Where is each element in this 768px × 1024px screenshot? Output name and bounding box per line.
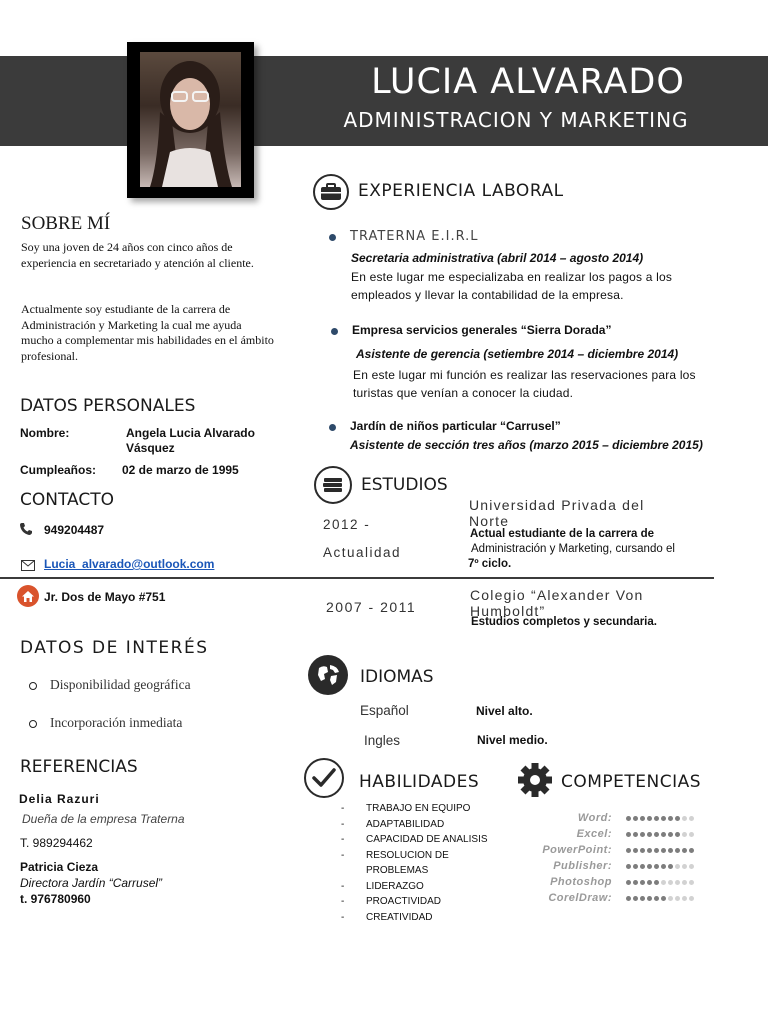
rating-dot xyxy=(633,816,638,821)
rating-dot xyxy=(675,848,680,853)
competency-row xyxy=(520,810,730,826)
rating-dot xyxy=(689,880,694,885)
rating-dot xyxy=(633,848,638,853)
rating-dot xyxy=(647,832,652,837)
job-1-desc-line-2: empleados y llevar la contabilidad de la empresa. xyxy=(351,288,624,302)
rating-dot xyxy=(689,832,694,837)
contact-title: CONTACTO xyxy=(20,490,114,510)
person-role: ADMINISTRACION Y MARKETING xyxy=(343,108,689,132)
rating-dot xyxy=(689,864,694,869)
competency-name: Excel: xyxy=(576,828,612,840)
rating-dot xyxy=(682,880,687,885)
rating-dot xyxy=(668,880,673,885)
checkmark-icon xyxy=(304,758,344,798)
email-icon xyxy=(21,558,35,576)
rating-dot xyxy=(689,848,694,853)
rating-dot xyxy=(661,816,666,821)
skills-list: - TRABAJO EN EQUIPO - ADAPTABILIDAD - CAPACIDAD DE ANALISIS - RESOLUCION DE PROBLEMAS - LIDERAZGO - PROACTIVIDAD - CREATIVIDAD xyxy=(341,801,488,925)
study-1-desc-line-3: 7º ciclo. xyxy=(468,558,512,570)
skill-item: RESOLUCION DE xyxy=(366,849,449,861)
rating-dot xyxy=(675,816,680,821)
skill-item: LIDERAZGO xyxy=(366,880,424,892)
rating-dot xyxy=(682,832,687,837)
rating-dot xyxy=(633,896,638,901)
job-3-company: Jardín de niños particular “Carrusel” xyxy=(350,419,561,433)
briefcase-icon xyxy=(313,174,349,210)
about-paragraph-1: Soy una joven de 24 años con cinco años de experiencia en secretariado y atención al cliente. xyxy=(21,240,254,270)
rating-dot xyxy=(647,896,652,901)
study-1-period-end: Actualidad xyxy=(323,545,402,560)
rating-dot xyxy=(626,816,631,821)
rating-dot xyxy=(682,848,687,853)
rating-dot xyxy=(661,832,666,837)
rating-dot xyxy=(668,864,673,869)
job-bullet xyxy=(329,234,336,241)
rating-dot xyxy=(675,832,680,837)
competency-name: Publisher: xyxy=(553,860,612,872)
name-label: Nombre: xyxy=(20,426,70,440)
interest-item-1: Disponibilidad geográfica xyxy=(50,677,191,692)
rating-dot xyxy=(640,832,645,837)
competency-row xyxy=(520,858,730,874)
birthday-label: Cumpleaños: xyxy=(20,463,97,477)
gear-icon xyxy=(514,762,556,803)
study-2-desc: Estudios completos y secundaria. xyxy=(471,616,657,628)
name-value-line-2: Vásquez xyxy=(126,441,175,455)
rating-dot xyxy=(675,896,680,901)
competency-row xyxy=(520,890,730,906)
study-1-school: Universidad Privada del Norte xyxy=(469,497,645,529)
contact-email-link[interactable]: Lucia_alvarado@outlook.com xyxy=(44,557,215,571)
job-bullet xyxy=(329,424,336,431)
rating-dot xyxy=(640,848,645,853)
rating-dot xyxy=(647,816,652,821)
language-2: Ingles xyxy=(364,733,401,748)
job-2-desc-line-1: En este lugar mi función es realizar las reservaciones para los xyxy=(353,368,696,382)
rating-dot xyxy=(647,864,652,869)
skill-item: CAPACIDAD DE ANALISIS xyxy=(366,834,488,845)
person-name: LUCIA ALVARADO xyxy=(371,62,685,102)
about-title: SOBRE MÍ xyxy=(21,213,111,234)
job-3-position: Asistente de sección tres años (marzo 2015 – diciembre 2015) xyxy=(350,438,703,452)
rating-dot xyxy=(640,864,645,869)
languages-title: IDIOMAS xyxy=(360,667,434,687)
interest-bullet xyxy=(29,682,37,690)
job-2-position: Asistente de gerencia (setiembre 2014 – diciembre 2014) xyxy=(356,347,679,361)
language-1: Español xyxy=(360,703,409,718)
rating-dot xyxy=(654,880,659,885)
job-bullet xyxy=(331,328,338,335)
skill-item: TRABAJO EN EQUIPO xyxy=(366,803,471,814)
rating-dot xyxy=(668,832,673,837)
rating-dot xyxy=(640,896,645,901)
competencies-title: COMPETENCIAS xyxy=(561,772,702,792)
rating-dot xyxy=(633,864,638,869)
reference-1-phone: T. 989294462 xyxy=(20,836,93,850)
rating-dot xyxy=(661,880,666,885)
rating-dot xyxy=(654,864,659,869)
study-2-period: 2007 - 2011 xyxy=(326,599,417,615)
rating-dot xyxy=(647,880,652,885)
rating-dot xyxy=(626,864,631,869)
contact-address: Jr. Dos de Mayo #751 xyxy=(44,590,166,604)
competency-name: Word: xyxy=(577,812,612,824)
rating-dot xyxy=(633,880,638,885)
competency-row xyxy=(520,842,730,858)
rating-dot xyxy=(675,880,680,885)
rating-dot xyxy=(626,896,631,901)
study-1-desc-line-2: Administración y Marketing, cursando el xyxy=(471,543,675,555)
globe-icon xyxy=(308,655,348,695)
rating-dot xyxy=(661,864,666,869)
rating-dot xyxy=(661,848,666,853)
experience-title: EXPERIENCIA LABORAL xyxy=(358,181,564,201)
rating-dot xyxy=(668,816,673,821)
reference-2-name: Patricia Cieza xyxy=(20,860,99,874)
rating-dot xyxy=(682,864,687,869)
rating-dot xyxy=(654,832,659,837)
home-icon xyxy=(17,585,39,607)
rating-dot xyxy=(675,864,680,869)
rating-dot xyxy=(668,896,673,901)
skill-item: CREATIVIDAD xyxy=(366,911,433,923)
study-1-desc-line-1: Actual estudiante de la carrera de xyxy=(470,528,655,540)
studies-title: ESTUDIOS xyxy=(361,475,448,495)
interest-bullet xyxy=(29,720,37,728)
section-divider xyxy=(0,577,714,579)
profile-photo xyxy=(140,52,241,187)
reference-1-role: Dueña de la empresa Traterna xyxy=(22,812,185,826)
language-1-level: Nivel alto. xyxy=(476,704,533,718)
name-value-line-1: Angela Lucia Alvarado xyxy=(126,426,255,440)
skill-item: PROBLEMAS xyxy=(366,865,429,876)
rating-dot xyxy=(640,816,645,821)
competency-name: CorelDraw: xyxy=(548,892,612,904)
job-2-company: Empresa servicios generales “Sierra Dorada” xyxy=(352,323,612,337)
rating-dot xyxy=(689,816,694,821)
language-2-level: Nivel medio. xyxy=(477,733,548,747)
competency-row xyxy=(520,874,730,890)
job-1-position: Secretaria administrativa (abril 2014 – agosto 2014) xyxy=(351,251,644,265)
reference-2-phone: t. 976780960 xyxy=(20,892,91,906)
interest-item-2: Incorporación inmediata xyxy=(50,715,183,730)
rating-dot xyxy=(654,896,659,901)
rating-dot xyxy=(633,832,638,837)
rating-dot xyxy=(640,880,645,885)
rating-dot xyxy=(668,848,673,853)
interests-title: DATOS DE INTERÉS xyxy=(20,638,209,658)
about-paragraph-2: Actualmente soy estudiante de la carrera de Administración y Marketing la cual me ayuda mucho a complementar mis habilidades en el ámbito profesional. xyxy=(21,302,274,363)
job-2-desc-line-2: turistas que venían a conocer la ciudad. xyxy=(353,386,574,400)
competency-row xyxy=(520,826,730,842)
personal-data-title: DATOS PERSONALES xyxy=(20,396,196,416)
rating-dot xyxy=(654,848,659,853)
rating-dot xyxy=(626,880,631,885)
job-1-company: TRATERNA E.I.R.L xyxy=(350,229,479,244)
reference-2-role: Directora Jardín “Carrusel” xyxy=(20,876,163,890)
study-1-period-start: 2012 - xyxy=(323,517,371,532)
reference-1-name: Delia Razuri xyxy=(19,792,100,806)
skill-item: ADAPTABILIDAD xyxy=(366,818,445,830)
competencies-list xyxy=(520,810,730,906)
rating-dot xyxy=(661,896,666,901)
rating-dot xyxy=(689,896,694,901)
competency-name: Photoshop xyxy=(550,876,612,888)
references-title: REFERENCIAS xyxy=(20,757,138,777)
rating-dot xyxy=(682,816,687,821)
books-icon xyxy=(314,466,352,504)
birthday-value: 02 de marzo de 1995 xyxy=(122,463,239,477)
rating-dot xyxy=(682,896,687,901)
rating-dot xyxy=(647,848,652,853)
skills-title: HABILIDADES xyxy=(359,772,480,792)
competency-name: PowerPoint: xyxy=(542,844,612,856)
rating-dot xyxy=(654,816,659,821)
study-2-school: Colegio “Alexander Von Humboldt” xyxy=(470,587,644,619)
skill-item: PROACTIVIDAD xyxy=(366,896,442,907)
rating-dot xyxy=(626,848,631,853)
job-1-desc-line-1: En este lugar me especializaba en realizar los pagos a los xyxy=(351,270,673,284)
phone-icon xyxy=(19,522,33,541)
rating-dot xyxy=(626,832,631,837)
contact-phone[interactable]: 949204487 xyxy=(44,523,105,537)
